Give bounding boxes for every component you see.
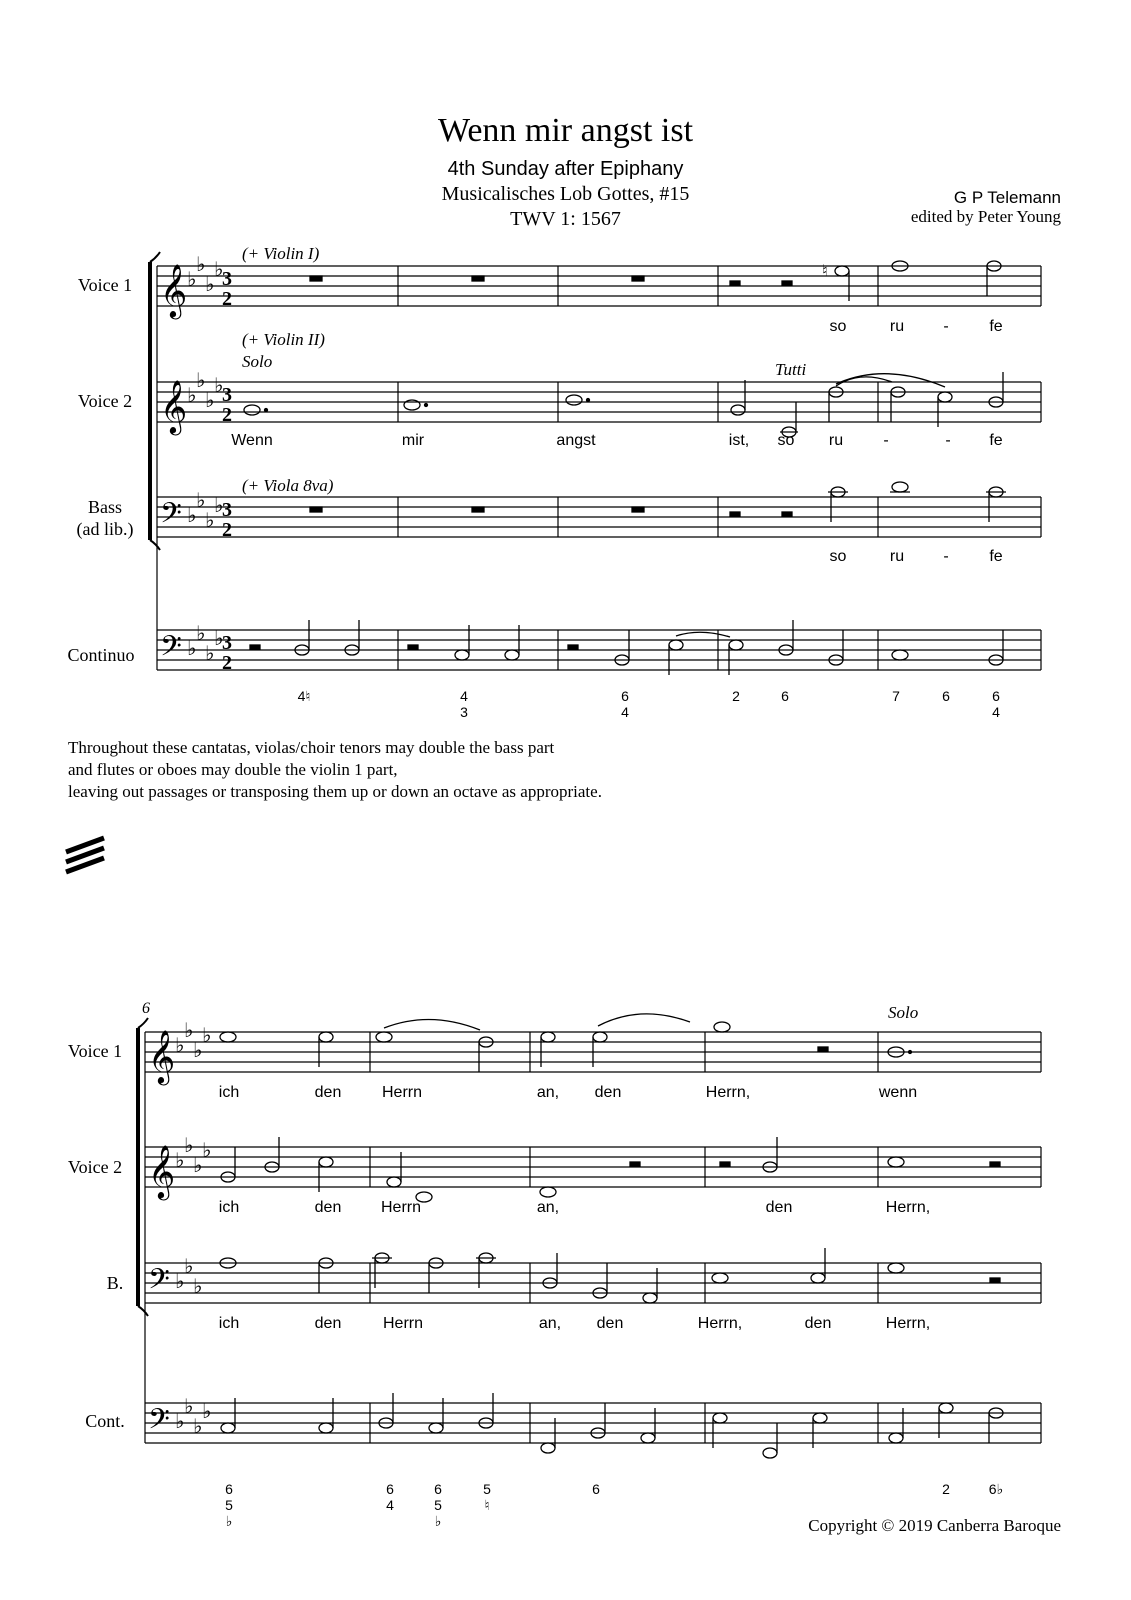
lyric: so bbox=[829, 318, 847, 335]
treble-clef: 𝄞 bbox=[148, 1029, 176, 1083]
svg-text:♭: ♭ bbox=[196, 621, 206, 645]
figured-bass: 6 5 ♭ bbox=[434, 1481, 442, 1529]
lyric: an, bbox=[536, 1084, 560, 1101]
lyric: ich bbox=[218, 1315, 240, 1332]
svg-text:♭: ♭ bbox=[196, 368, 206, 392]
lyric: an, bbox=[536, 1199, 560, 1216]
svg-text:♭: ♭ bbox=[214, 373, 224, 397]
instrument-continuo: Continuo bbox=[67, 645, 135, 665]
notes-system2 bbox=[220, 1014, 1003, 1458]
treble-clef: 𝄞 bbox=[160, 379, 188, 433]
measure-number: 6 bbox=[142, 1000, 150, 1017]
composer: G P Telemann bbox=[953, 188, 1061, 207]
direction-solo: Solo bbox=[888, 1003, 919, 1022]
lyric: Herrn bbox=[381, 1084, 423, 1101]
svg-text:♭: ♭ bbox=[205, 272, 215, 296]
instrument-voice1: Voice 1 bbox=[77, 275, 133, 295]
svg-text:♭: ♭ bbox=[193, 1038, 203, 1062]
staff-bass bbox=[145, 1263, 1041, 1303]
lyric: mir bbox=[401, 432, 425, 449]
figured-bass: 2 bbox=[732, 688, 740, 704]
treble-clef: 𝄞 bbox=[148, 1144, 176, 1198]
svg-text:♭: ♭ bbox=[196, 488, 206, 512]
lyric: - bbox=[943, 548, 949, 565]
lyric: Herrn, bbox=[697, 1315, 743, 1332]
subtitle-occasion: 4th Sunday after Epiphany bbox=[447, 158, 684, 180]
direction-tutti: Tutti bbox=[775, 360, 807, 379]
svg-text:3: 3 bbox=[222, 268, 232, 290]
lyric: den bbox=[596, 1315, 624, 1332]
svg-text:♭: ♭ bbox=[187, 636, 197, 660]
lyric: ru bbox=[828, 432, 844, 449]
svg-text:♭: ♭ bbox=[202, 1399, 212, 1423]
lyric: ist, bbox=[728, 432, 750, 449]
figured-bass: 6 bbox=[592, 1481, 600, 1497]
lyric: Herrn, bbox=[885, 1315, 931, 1332]
lyric: fe bbox=[989, 432, 1003, 449]
lyric: - bbox=[945, 432, 951, 449]
performance-note-line: and flutes or oboes may double the violin 1 part, bbox=[68, 760, 398, 779]
lyric: fe bbox=[989, 318, 1003, 335]
direction-viola: (+ Viola 8va) bbox=[242, 476, 334, 495]
lyric: Herrn, bbox=[705, 1084, 751, 1101]
instrument-bass: B. bbox=[106, 1273, 124, 1293]
svg-text:♭: ♭ bbox=[205, 641, 215, 665]
lyric: Herrn, bbox=[885, 1199, 931, 1216]
svg-text:♭: ♭ bbox=[205, 388, 215, 412]
svg-text:♭: ♭ bbox=[193, 1414, 203, 1438]
svg-text:♭: ♭ bbox=[205, 508, 215, 532]
lyric: wenn bbox=[878, 1084, 918, 1101]
instrument-continuo: Cont. bbox=[85, 1411, 125, 1431]
figured-bass: 2 bbox=[942, 1481, 950, 1497]
figured-bass: 6♭ bbox=[988, 1481, 1004, 1497]
barlines bbox=[157, 266, 1041, 670]
figured-bass: 6 bbox=[942, 688, 950, 704]
svg-text:♭: ♭ bbox=[214, 257, 224, 281]
figured-bass: 6 4 bbox=[386, 1481, 394, 1513]
figured-bass: 5 ♮ bbox=[483, 1481, 491, 1513]
copyright: Copyright © 2019 Canberra Baroque bbox=[808, 1516, 1061, 1535]
svg-text:2: 2 bbox=[222, 652, 232, 674]
svg-text:♭: ♭ bbox=[187, 503, 197, 527]
svg-text:♭: ♭ bbox=[184, 1133, 194, 1157]
system-separator bbox=[66, 838, 104, 872]
notes-system1 bbox=[244, 261, 1006, 675]
figured-bass: 4♮ bbox=[297, 688, 311, 704]
svg-text:♭: ♭ bbox=[175, 1269, 185, 1293]
staff-bass bbox=[157, 497, 1041, 537]
lyric: so bbox=[829, 548, 847, 565]
svg-text:♭: ♭ bbox=[214, 626, 224, 650]
figured-bass: 4 3 bbox=[460, 688, 468, 720]
figured-bass: 6 5 ♭ bbox=[225, 1481, 233, 1529]
figured-bass: 6 4 bbox=[992, 688, 1000, 720]
lyric: - bbox=[883, 432, 889, 449]
lyric: an, bbox=[538, 1315, 562, 1332]
staff-voice2 bbox=[157, 382, 1041, 422]
performance-note-line: Throughout these cantatas, violas/choir tenors may double the bass part bbox=[68, 738, 555, 757]
svg-text:♭: ♭ bbox=[184, 1254, 194, 1278]
time-signature bbox=[222, 268, 232, 674]
staff-continuo bbox=[157, 630, 1041, 670]
svg-text:3: 3 bbox=[222, 499, 232, 521]
svg-text:2: 2 bbox=[222, 519, 232, 541]
svg-text:3: 3 bbox=[222, 632, 232, 654]
svg-text:♭: ♭ bbox=[175, 1033, 185, 1057]
performance-note-line: leaving out passages or transposing them up or down an octave as appropriate. bbox=[68, 782, 602, 801]
lyric: den bbox=[314, 1315, 342, 1332]
bass-clef: 𝄢 bbox=[148, 1263, 170, 1303]
barlines bbox=[145, 1032, 1041, 1443]
svg-text:♮: ♮ bbox=[822, 263, 828, 280]
figured-bass: 6 4 bbox=[621, 688, 629, 720]
lyric: den bbox=[765, 1199, 793, 1216]
lyric: Herrn bbox=[382, 1315, 424, 1332]
lyric: fe bbox=[989, 548, 1003, 565]
lyric: den bbox=[314, 1084, 342, 1101]
figured-bass: 7 bbox=[892, 688, 900, 704]
treble-clef: 𝄞 bbox=[160, 263, 188, 317]
svg-text:2: 2 bbox=[222, 288, 232, 310]
lyric: den bbox=[314, 1199, 342, 1216]
svg-text:♭: ♭ bbox=[202, 1138, 212, 1162]
subtitle-collection: Musicalisches Lob Gottes, #15 bbox=[441, 183, 690, 205]
svg-text:♭: ♭ bbox=[193, 1274, 203, 1298]
svg-text:♭: ♭ bbox=[175, 1148, 185, 1172]
svg-text:3: 3 bbox=[222, 384, 232, 406]
lyric: ru bbox=[889, 318, 905, 335]
instrument-voice2: Voice 2 bbox=[77, 391, 133, 411]
instrument-voice1: Voice 1 bbox=[67, 1041, 123, 1061]
svg-text:♭: ♭ bbox=[193, 1153, 203, 1177]
lyric: ich bbox=[218, 1199, 240, 1216]
svg-text:♭: ♭ bbox=[196, 252, 206, 276]
svg-text:♭: ♭ bbox=[187, 383, 197, 407]
lyric: Herrn bbox=[380, 1199, 422, 1216]
lyric: so bbox=[777, 432, 795, 449]
direction-violin2: (+ Violin II) bbox=[242, 330, 325, 349]
lyric: ich bbox=[218, 1084, 240, 1101]
instrument-voice2: Voice 2 bbox=[67, 1157, 123, 1177]
direction-solo: Solo bbox=[242, 352, 273, 371]
svg-text:♭: ♭ bbox=[187, 267, 197, 291]
svg-text:♭: ♭ bbox=[202, 1023, 212, 1047]
lyric: angst bbox=[556, 432, 596, 449]
svg-text:♭: ♭ bbox=[184, 1018, 194, 1042]
svg-text:2: 2 bbox=[222, 404, 232, 426]
figured-bass: 6 bbox=[781, 688, 789, 704]
staff-voice1 bbox=[157, 266, 1041, 306]
svg-text:♭: ♭ bbox=[175, 1409, 185, 1433]
lyric: den bbox=[804, 1315, 832, 1332]
bass-clef: 𝄢 bbox=[148, 1403, 170, 1443]
lyric: - bbox=[943, 318, 949, 335]
direction-violin1: (+ Violin I) bbox=[242, 244, 320, 263]
svg-text:♭: ♭ bbox=[184, 1394, 194, 1418]
lyric: den bbox=[594, 1084, 622, 1101]
svg-text:♭: ♭ bbox=[214, 493, 224, 517]
subtitle-catalogue: TWV 1: 1567 bbox=[510, 208, 621, 230]
bass-clef: 𝄢 bbox=[160, 497, 182, 537]
bass-clef: 𝄢 bbox=[160, 630, 182, 670]
editor: edited by Peter Young bbox=[910, 207, 1061, 226]
instrument-bass: Bass (ad lib.) bbox=[76, 497, 134, 539]
lyric: Wenn bbox=[231, 432, 273, 449]
lyric: ru bbox=[889, 548, 905, 565]
score-title: Wenn mir angst ist bbox=[437, 112, 694, 149]
